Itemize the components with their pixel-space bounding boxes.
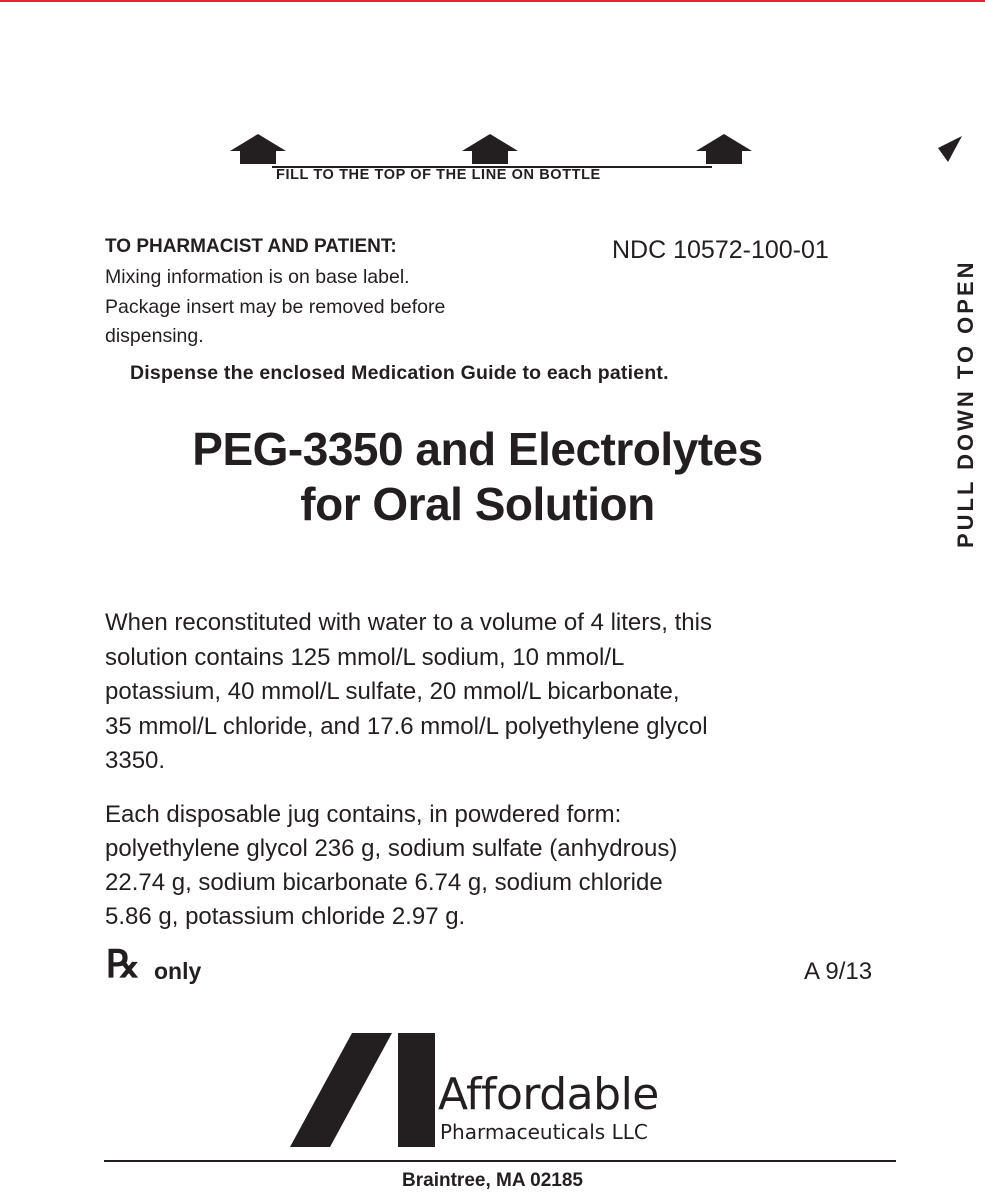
contents-line: polyethylene glycol 236 g, sodium sulfate (anhydrous) [105,835,678,862]
pull-arrow-icon [938,136,962,162]
affordable-logo-mark [290,1033,435,1147]
contents-line: 22.74 g, sodium bicarbonate 6.74 g, sodium chloride [105,869,663,896]
product-title-line: for Oral Solution [300,478,655,530]
up-arrow-icon [462,134,518,164]
pharmacist-line: Package insert may be removed before [105,295,446,318]
rx-only-text: only [154,958,202,984]
pharmacist-note [105,263,575,352]
contents-paragraph [105,798,875,934]
rx-symbol: ℞ [106,944,141,986]
dispense-note: Dispense the enclosed Medication Guide to each patient. [130,362,669,384]
contents-line: 5.86 g, potassium chloride 2.97 g. [105,903,466,930]
fill-instruction: FILL TO THE TOP OF THE LINE ON BOTTLE [276,167,601,183]
company-subtitle: Pharmaceuticals LLC [440,1120,648,1144]
top-border-line [0,0,985,2]
pharmacist-line: Mixing information is on base label. [105,266,410,288]
pharmacist-line: dispensing. [105,325,204,347]
product-title [0,422,955,532]
pharmacist-heading: TO PHARMACIST AND PATIENT: [105,236,397,257]
reconstitution-line: solution contains 125 mmol/L sodium, 10 mmol/L [105,643,625,671]
up-arrow-icon [696,134,752,164]
reconstitution-line: potassium, 40 mmol/L sulfate, 20 mmol/L bicarbonate, [105,678,680,705]
product-title-line: PEG-3350 and Electrolytes [192,423,763,475]
bottom-divider [104,1160,896,1162]
ndc-code: NDC 10572-100-01 [612,236,829,264]
contents-line: Each disposable jug contains, in powdered form: [105,801,622,828]
up-arrow-icon [230,134,286,164]
reconstitution-paragraph [105,606,875,779]
reconstitution-line: 3350. [105,747,166,774]
reconstitution-line: 35 mmol/L chloride, and 17.6 mmol/L polyethylene glycol [105,712,708,740]
company-address: Braintree, MA 02185 [402,1170,583,1191]
version-code: A 9/13 [804,958,873,985]
company-name: Affordable [438,1069,659,1120]
reconstitution-line: When reconstituted with water to a volume of 4 liters, this [105,609,712,636]
pull-instruction: PULL DOWN TO OPEN [953,259,978,548]
